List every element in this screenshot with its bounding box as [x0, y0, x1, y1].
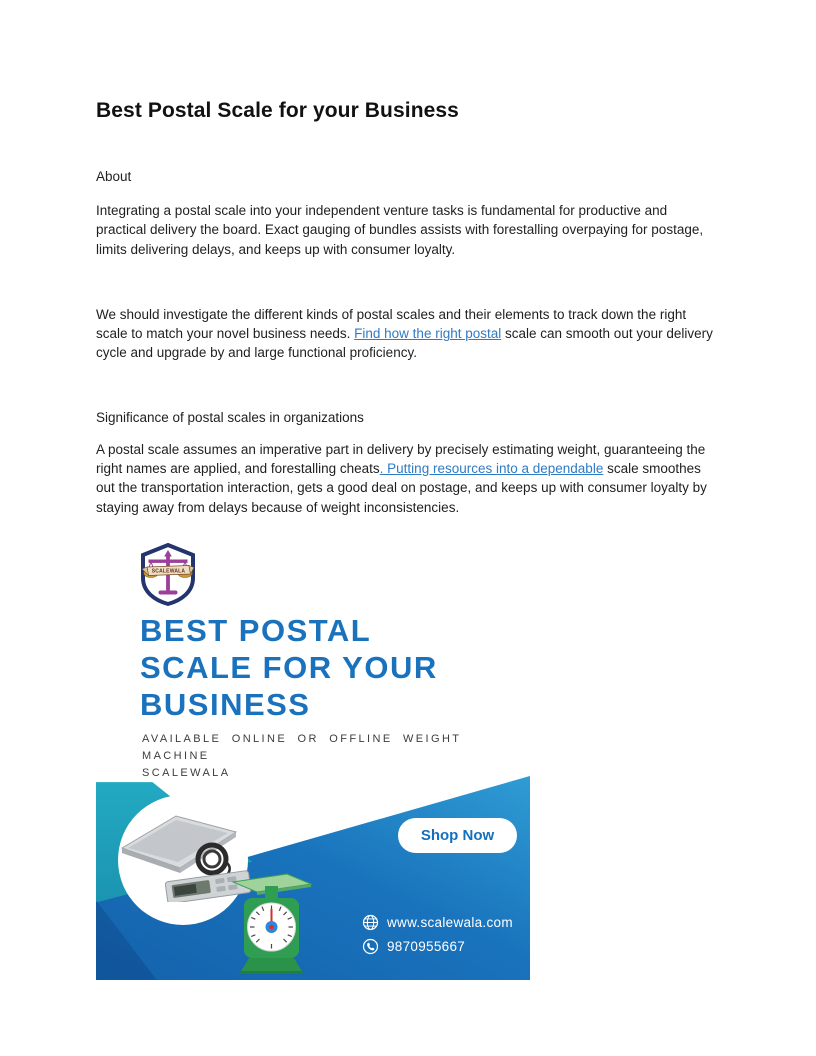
- page-title: Best Postal Scale for your Business: [96, 99, 459, 122]
- shop-now-button[interactable]: Shop Now: [398, 818, 517, 853]
- paragraph-investigate-after: scale can smooth out your delivery cycle and upgrade by and large functional proficiency.: [96, 326, 713, 361]
- link-putting-resources[interactable]: . Putting resources into a dependable: [379, 461, 604, 477]
- phone-row: [362, 938, 513, 955]
- mechanical-dial-scale-image: [231, 872, 313, 976]
- banner-subtext-line1: AVAILABLE ONLINE OR OFFLINE WEIGHT MACHINE: [142, 732, 462, 762]
- banner-subtext: [142, 731, 530, 782]
- paragraph-intro-text: Integrating a postal scale into your independent venture tasks is fundamental for productive and practical delivery the board. Exact gauging of bundles assists with forestalling overpaying for postage, limits delivering delays, and keeps up with consumer loyalty.: [96, 203, 704, 257]
- banner-graphic-panel: [96, 776, 530, 980]
- contact-block: [362, 914, 513, 962]
- banner-heading-line1: BEST POSTAL: [140, 612, 372, 648]
- banner-heading-line2: SCALE FOR YOUR: [140, 649, 438, 685]
- about-heading: About: [96, 169, 132, 184]
- banner-heading-line3: BUSINESS: [140, 686, 311, 722]
- scalewala-logo-icon: [139, 543, 197, 606]
- banner-subtext-line2: SCALEWALA: [142, 766, 231, 779]
- paragraph-significance-after: scale smoothes out the transportation interaction, gets a good deal on postage, and keeps up with consumer loyalty by staying away from delays because of weight inconsistencies.: [96, 461, 707, 515]
- phone-text[interactable]: 9870955667: [387, 938, 466, 954]
- website-text[interactable]: www.scalewala.com: [387, 914, 513, 930]
- link-find-right-postal[interactable]: Find how the right postal: [354, 326, 502, 342]
- logo-ribbon: [142, 565, 194, 575]
- phone-icon: [362, 938, 379, 955]
- paragraph-significance-before: A postal scale assumes an imperative part in delivery by precisely estimating weight, guaranteeing the right names are applied, and forestalling cheats: [96, 441, 706, 477]
- banner-heading: [140, 612, 530, 723]
- globe-icon: [362, 914, 379, 931]
- paragraph-significance: [96, 440, 720, 517]
- significance-heading: Significance of postal scales in organizations: [96, 409, 364, 425]
- paragraph-intro: [96, 201, 720, 259]
- paragraph-investigate-before: We should investigate the different kinds of postal scales and their elements to track down the right scale to match your novel business needs.: [96, 306, 687, 342]
- svg-text:SCALEWALA: SCALEWALA: [151, 568, 186, 575]
- paragraph-investigate: [96, 305, 720, 363]
- website-row: [362, 914, 513, 931]
- promo-image: [96, 543, 530, 980]
